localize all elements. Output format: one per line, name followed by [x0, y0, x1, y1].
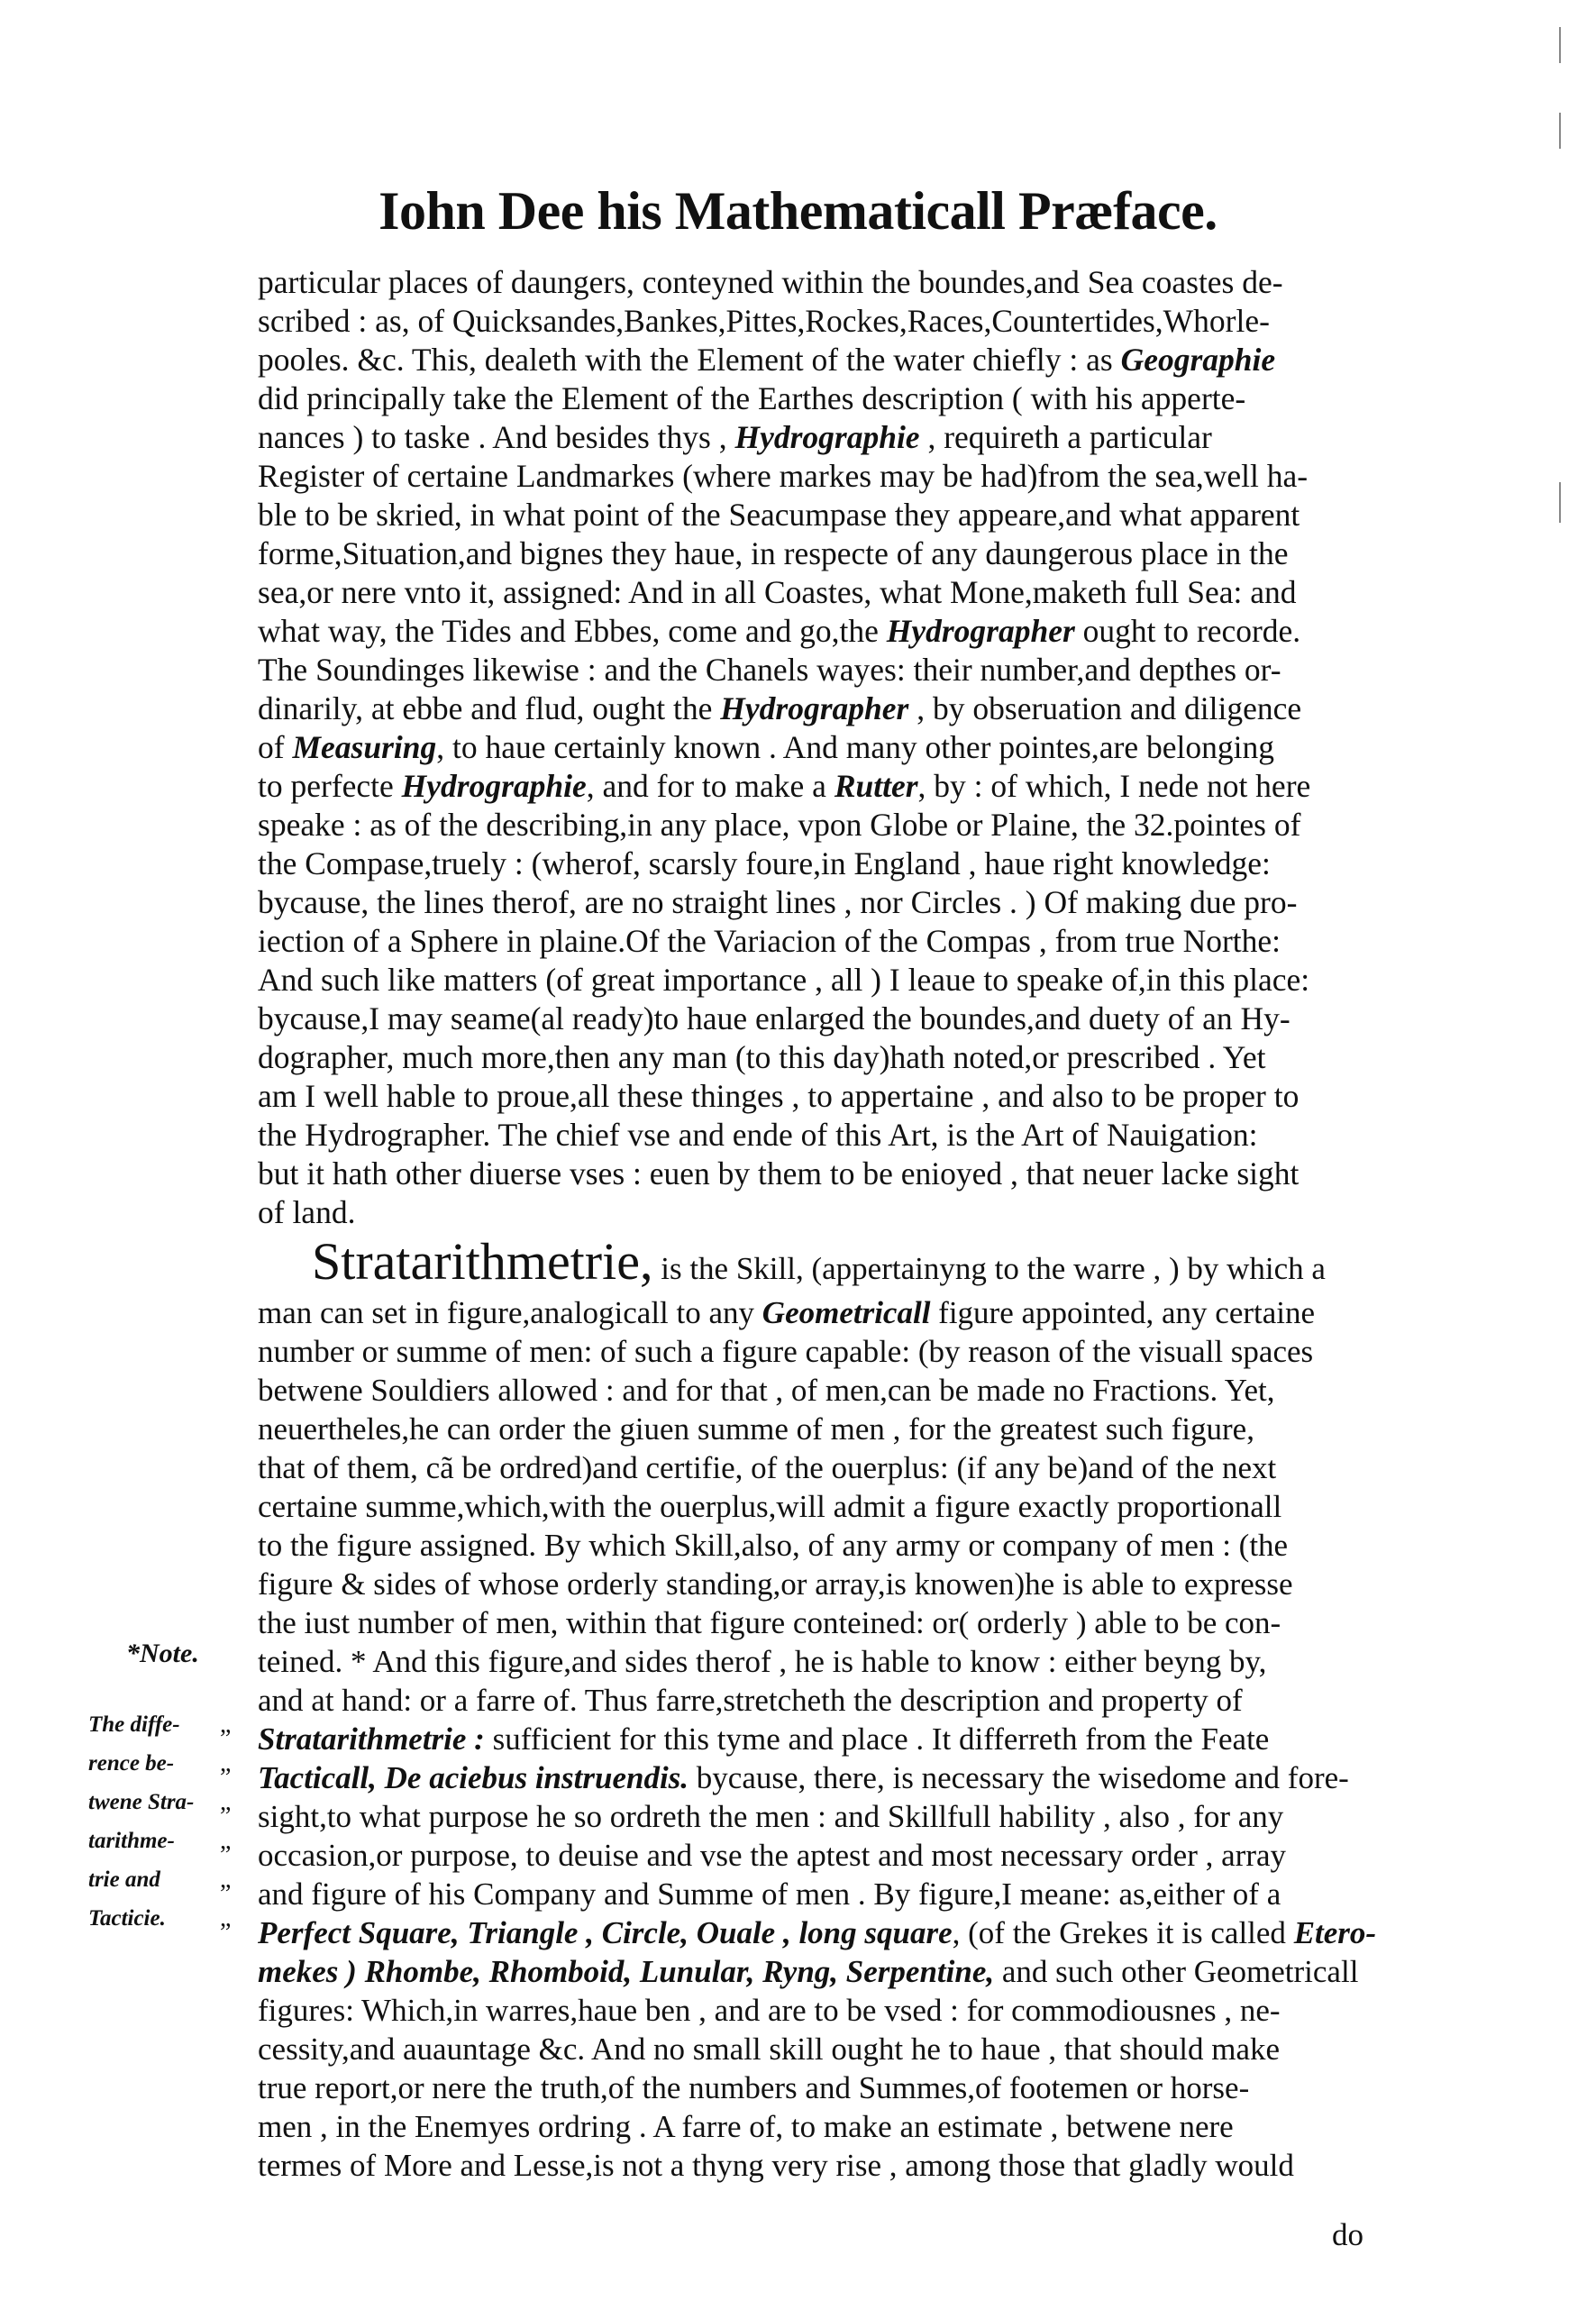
text-line	[258, 1077, 1375, 1116]
text-line	[258, 1293, 1375, 1332]
italic-term: Hydrographer	[886, 613, 1075, 649]
text-run: dinarily, at ebbe and flud, ought the	[258, 690, 721, 726]
paragraph-hydrographie	[258, 263, 1375, 1232]
text-run: to perfecte	[258, 768, 402, 804]
side-gloss-line: Tacticie.	[88, 1906, 166, 1931]
text-line	[258, 534, 1375, 573]
running-head: Iohn Dee his Mathematicall Præface.	[378, 181, 1218, 241]
text-run: , (of the Grekes it is called	[952, 1915, 1294, 1950]
text-run: speake : as of the describing,in any place, vpon Globe or Plaine, the 32.pointes of	[258, 807, 1301, 843]
text-line	[258, 883, 1375, 922]
text-run: , by : of which, I nede not here	[917, 768, 1311, 804]
text-line	[258, 1720, 1375, 1758]
text-run: , requireth a particular	[919, 419, 1212, 455]
italic-term: Rutter	[834, 768, 918, 804]
side-gloss-line: The diffe-	[88, 1712, 180, 1737]
italic-term: Stratarithmetrie :	[258, 1721, 485, 1757]
text-run: , to haue certainly known . And many other pointes,are belonging	[436, 729, 1274, 765]
text-line	[258, 496, 1375, 534]
text-run: the iust number of men, within that figure conteined: or( orderly ) able to be con-	[258, 1605, 1281, 1640]
text-run: nances ) to taske . And besides thys ,	[258, 419, 735, 455]
text-line	[258, 922, 1375, 961]
text-run: man can set in figure,analogicall to any	[258, 1295, 762, 1330]
text-run: termes of More and Lesse,is not a thyng very rise , among those that gladly would	[258, 2148, 1294, 2183]
text-run: to the figure assigned. By which Skill,also, of any army or company of men : (the	[258, 1528, 1289, 1563]
margin-note: *Note.	[126, 1639, 199, 1668]
text-line	[258, 1875, 1375, 1913]
ditto-mark: „	[220, 1827, 232, 1855]
text-line	[258, 845, 1375, 883]
catchword: do	[1332, 2217, 1363, 2252]
text-line	[258, 1448, 1375, 1487]
text-line	[258, 767, 1375, 806]
text-run: And such like matters (of great importance , all ) I leaue to speake of,in this place:	[258, 962, 1310, 998]
ditto-mark: „	[220, 1788, 232, 1816]
ditto-marks	[220, 1705, 231, 1938]
italic-term: Tacticall, De aciebus instruendis.	[258, 1760, 689, 1795]
text-line	[258, 1038, 1375, 1077]
italic-term: mekes ) Rhombe, Rhomboid, Lunular, Ryng, Serpentine,	[258, 1954, 995, 1989]
text-line	[258, 651, 1375, 689]
text-run: occasion,or purpose, to deuise and vse the aptest and most necessary order , array	[258, 1838, 1287, 1873]
text-line	[258, 573, 1375, 612]
text-line	[258, 689, 1375, 728]
text-run: sufficient for this tyme and place . It differreth from the Feate	[484, 1721, 1270, 1757]
text-line	[258, 612, 1375, 651]
text-run: and such other Geometricall	[994, 1954, 1359, 1989]
side-gloss-line: tarithme-	[88, 1829, 175, 1853]
text-run: bycause, the lines therof, are no straight lines , nor Circles . ) Of making due pro-	[258, 884, 1298, 920]
ditto-mark: „	[220, 1749, 232, 1777]
text-line	[258, 1681, 1375, 1720]
scan-edge-mark-lower	[1559, 482, 1561, 523]
text-run: did principally take the Element of the Earthes description ( with his apperte-	[258, 380, 1246, 416]
italic-term: Hydrographie	[401, 768, 587, 804]
text-run: and at hand: or a farre of. Thus farre,stretcheth the description and property of	[258, 1683, 1243, 1718]
text-run: dographer, much more,then any man (to this day)hath noted,or prescribed . Yet	[258, 1039, 1266, 1075]
text-line	[258, 1565, 1375, 1603]
text-line	[258, 961, 1375, 1000]
italic-term: Geometricall	[762, 1295, 931, 1330]
text-run: , by obseruation and diligence	[908, 690, 1302, 726]
italic-term: Hydrographer	[720, 690, 909, 726]
text-line	[258, 2107, 1375, 2146]
text-line	[258, 2030, 1375, 2068]
text-line	[258, 1836, 1375, 1875]
text-line	[258, 728, 1375, 767]
text-run: but it hath other diuerse vses : euen by them to be enioyed , that neuer lacke sight	[258, 1155, 1300, 1192]
side-gloss-line: twene Stra-	[88, 1790, 195, 1814]
text-run: figure & sides of whose orderly standing,or array,is knowen)he is able to expresse	[258, 1566, 1293, 1602]
text-line	[258, 341, 1375, 379]
text-run: is the Skill, (appertainyng to the warre , ) by which a	[652, 1251, 1326, 1286]
text-line	[258, 1371, 1375, 1410]
text-line	[258, 1991, 1375, 2030]
text-run: bycause,I may seame(al ready)to haue enlarged the boundes,and duety of an Hy-	[258, 1000, 1290, 1036]
text-line	[258, 1797, 1375, 1836]
text-run: number or summe of men: of such a figure capable: (by reason of the visuall spaces	[258, 1334, 1314, 1369]
text-line	[258, 1952, 1375, 1991]
ditto-mark: „	[220, 1866, 232, 1894]
text-line	[258, 1116, 1375, 1155]
text-run: of land.	[258, 1194, 356, 1230]
text-run: teined. * And this figure,and sides therof , he is hable to know : either beyng by,	[258, 1644, 1267, 1679]
text-line	[258, 806, 1375, 845]
text-run: sea,or nere vnto it, assigned: And in all Coastes, what Mone,maketh full Sea: and	[258, 574, 1297, 610]
paragraph-lead-word: Stratarithmetrie,	[312, 1232, 653, 1291]
text-run: Register of certaine Landmarkes (where markes may be had)from the sea,well ha-	[258, 458, 1309, 494]
text-line	[258, 1410, 1375, 1448]
text-run: pooles. &c. This, dealeth with the Element of the water chiefly : as	[258, 342, 1121, 378]
text-run: true report,or nere the truth,of the numbers and Summes,of footemen or horse-	[258, 2070, 1250, 2105]
text-line	[258, 1155, 1375, 1193]
scan-edge-mark-top	[1559, 27, 1561, 63]
text-run: bycause, there, is necessary the wisedome and fore-	[689, 1760, 1349, 1795]
text-run: ought to recorde.	[1074, 613, 1301, 649]
text-run: that of them, cã be ordred)and certifie, of the ouerplus: (if any be)and of the next	[258, 1450, 1277, 1485]
text-run: iection of a Sphere in plaine.Of the Variacion of the Compas , from true Northe:	[258, 923, 1281, 959]
italic-term: Perfect Square, Triangle , Circle, Ouale , long square	[258, 1915, 953, 1950]
text-line	[258, 1000, 1375, 1038]
side-gloss-line: rence be-	[88, 1751, 175, 1776]
text-line	[258, 1332, 1375, 1371]
text-line	[258, 2068, 1375, 2107]
text-run: and figure of his Company and Summe of men . By figure,I meane: as,either of a	[258, 1876, 1281, 1912]
text-line	[258, 1758, 1375, 1797]
text-run: neuertheles,he can order the giuen summe of men , for the greatest such figure,	[258, 1411, 1254, 1447]
text-run: sight,to what purpose he so ordreth the men : and Skillfull hability , also , for any	[258, 1799, 1284, 1834]
text-run: forme,Situation,and bignes they haue, in respecte of any daungerous place in the	[258, 535, 1289, 571]
text-line	[258, 1913, 1375, 1952]
text-run: the Hydrographer. The chief vse and ende of this Art, is the Art of Nauigation:	[258, 1117, 1258, 1153]
text-line	[258, 1642, 1375, 1681]
text-line	[258, 302, 1375, 341]
text-run: the Compase,truely : (wherof, scarsly foure,in England , haue right knowledge:	[258, 845, 1271, 881]
ditto-mark: „	[220, 1904, 232, 1932]
text-run: am I well hable to proue,all these thinges , to appertaine , and also to be proper to	[258, 1078, 1300, 1114]
text-line	[258, 379, 1375, 418]
side-gloss	[88, 1705, 233, 1938]
text-line	[258, 1526, 1375, 1565]
text-run: men , in the Enemyes ordring . A farre of, to make an estimate , betwene nere	[258, 2109, 1234, 2144]
italic-term: Etero-	[1293, 1915, 1377, 1950]
text-line	[258, 457, 1375, 496]
side-gloss-line: trie and	[88, 1867, 160, 1892]
text-line	[258, 1193, 1375, 1232]
text-run: particular places of daungers, conteyned within the boundes,and Sea coastes de-	[258, 264, 1283, 300]
text-line	[258, 1487, 1375, 1526]
paragraph-lead-line	[258, 1230, 1375, 1293]
text-run: certaine summe,which,with the ouerplus,will admit a figure exactly proportionall	[258, 1489, 1282, 1524]
text-line	[258, 263, 1375, 302]
text-line	[258, 418, 1375, 457]
paragraph-lead-rest	[652, 1251, 1325, 1286]
text-run: of	[258, 729, 293, 765]
italic-term: Geographie	[1120, 342, 1276, 378]
text-run: The Soundinges likewise : and the Chanels wayes: their number,and depthes or-	[258, 652, 1281, 688]
paragraph-stratarithmetrie	[258, 1230, 1375, 2185]
text-run: scribed : as, of Quicksandes,Bankes,Pittes,Rockes,Races,Countertides,Whorle-	[258, 303, 1270, 339]
italic-term: Measuring	[292, 729, 437, 765]
ditto-mark: „	[220, 1711, 232, 1739]
text-run: , and for to make a	[586, 768, 834, 804]
scan-edge-mark-middle	[1559, 113, 1561, 149]
text-run: betwene Souldiers allowed : and for that , of men,can be made no Fractions. Yet,	[258, 1373, 1275, 1408]
text-line	[258, 2146, 1375, 2185]
text-run: cessity,and auauntage &c. And no small skill ought he to haue , that should make	[258, 2032, 1281, 2067]
italic-term: Hydrographie	[734, 419, 920, 455]
text-run: ble to be skried, in what point of the Seacumpase they appeare,and what apparent	[258, 497, 1300, 533]
text-run: figures: Which,in warres,haue ben , and are to be vsed : for commodiousnes , ne-	[258, 1993, 1281, 2028]
text-run: what way, the Tides and Ebbes, come and go,the	[258, 613, 887, 649]
text-run: figure appointed, any certaine	[930, 1295, 1316, 1330]
text-line	[258, 1603, 1375, 1642]
